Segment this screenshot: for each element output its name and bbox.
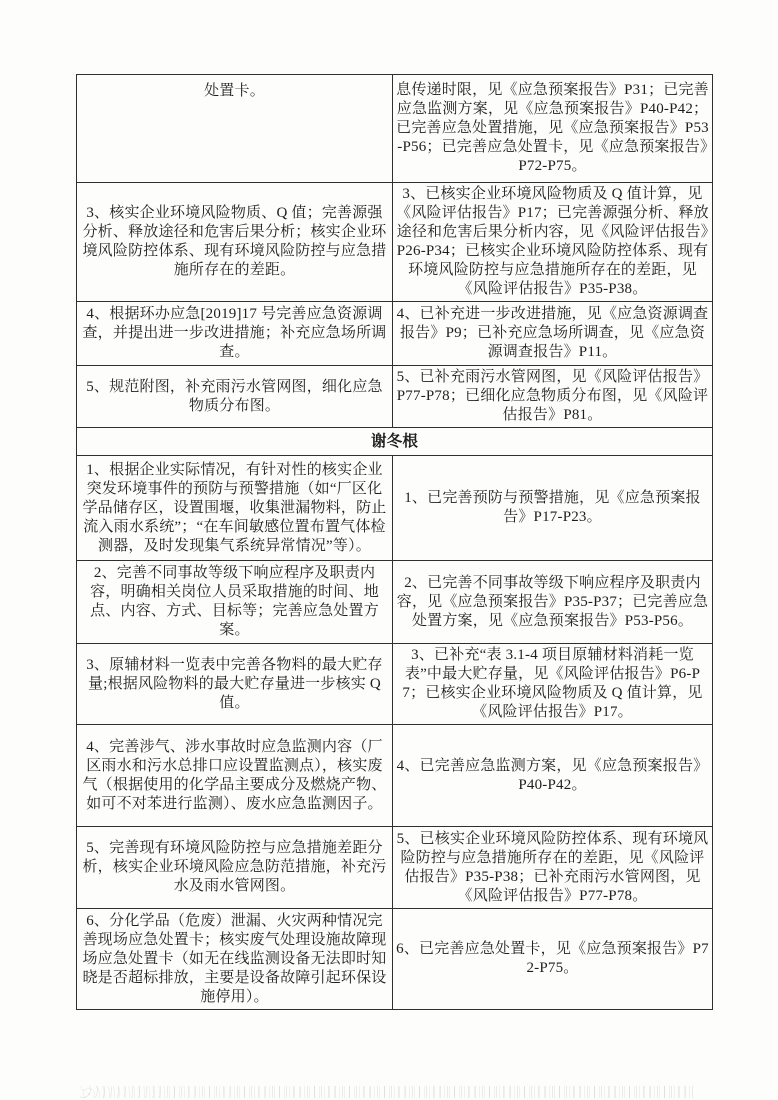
opinion-cell: 5、完善现有环境风险防控与应急措施差距分析，核实企业环境风险应急防范措施，补充污水及雨水管网图。 xyxy=(77,827,393,909)
response-cell: 5、已核实企业环境风险防控体系、现有环境风险防控与应急措施所存在的差距，见《风险评估报告》P35-P38；已补充雨污水管网图，见《风险评估报告》P77-P78。 xyxy=(393,827,713,909)
opinion-cell: 处置卡。 xyxy=(77,75,393,183)
table-row xyxy=(77,75,713,183)
table-row xyxy=(77,909,713,1010)
response-cell: 4、已补充进一步改进措施，见《应急资源调查报告》P9；已补充应急场所调查，见《应急资源调查报告》P11。 xyxy=(393,302,713,366)
table-row xyxy=(77,827,713,909)
reviewer-name-header: 谢冬根 xyxy=(77,428,713,456)
table-row xyxy=(77,561,713,644)
table-row xyxy=(77,183,713,302)
table-row xyxy=(77,456,713,561)
response-cell: 息传递时限，见《应急预案报告》P31；已完善应急监测方案，见《应急预案报告》P40-P42；已完善应急处置措施，见《应急预案报告》P53-P56；已完善应急处置卡，见《应急预案报告》P72-P75。 xyxy=(393,75,713,183)
opinion-cell: 4、根据环办应急[2019]17 号完善应急资源调查，并提出进一步改进措施；补充应急场所调查。 xyxy=(77,302,393,366)
table-row xyxy=(77,366,713,428)
response-cell: 4、已完善应急监测方案，见《应急预案报告》P40-P42。 xyxy=(393,725,713,827)
table-row xyxy=(77,725,713,827)
response-cell: 1、已完善预防与预警措施，见《应急预案报告》P17-P23。 xyxy=(393,456,713,561)
opinion-cell: 5、规范附图，补充雨污水管网图，细化应急物质分布图。 xyxy=(77,366,393,428)
response-cell: 5、已补充雨污水管网图，见《风险评估报告》P77-P78；已细化应急物质分布图，见《风险评估报告》P81。 xyxy=(393,366,713,428)
opinion-cell: 1、根据企业实际情况，有针对性的核实企业突发环境事件的预防与预警措施（如“厂区化学品储存区，设置围堰，收集泄漏物料，防止流入雨水系统”；“在车间敏感位置布置气体检测器，及时发现集气系统异常情况”等）。 xyxy=(77,456,393,561)
response-cell: 3、已核实企业环境风险物质及 Q 值计算，见《风险评估报告》P17；已完善源强分析、释放途径和危害后果分析内容，见《风险评估报告》P26-P34；已核实企业环境风险防控体系、现有环境风险防控与应急措施所存在的差距，见《风险评估报告》P35-P38。 xyxy=(393,183,713,302)
scanner-noise-band xyxy=(80,1086,694,1098)
opinion-cell: 2、完善不同事故等级下响应程序及职责内容，明确相关岗位人员采取措施的时间、地点、内容、方式、目标等；完善应急处置方案。 xyxy=(77,561,393,644)
opinion-cell: 3、原辅材料一览表中完善各物料的最大贮存量;根据风险物料的最大贮存量进一步核实 Q 值。 xyxy=(77,644,393,725)
review-comments-table xyxy=(76,74,713,1010)
response-cell: 6、已完善应急处置卡，见《应急预案报告》P72-P75。 xyxy=(393,909,713,1010)
response-cell: 2、已完善不同事故等级下响应程序及职责内容，见《应急预案报告》P35-P37；已完善应急处置方案，见《应急预案报告》P53-P56。 xyxy=(393,561,713,644)
response-cell: 3、已补充“表 3.1-4 项目原辅材料消耗一览表”中最大贮存量，见《风险评估报告》P6-P7；已核实企业环境风险物质及 Q 值计算，见《风险评估报告》P17。 xyxy=(393,644,713,725)
reviewer-header-row xyxy=(77,428,713,456)
table-row xyxy=(77,302,713,366)
opinion-cell: 3、核实企业环境风险物质、Q 值；完善源强分析、释放途径和危害后果分析；核实企业环境风险防控体系、现有环境风险防控与应急措施所存在的差距。 xyxy=(77,183,393,302)
opinion-cell: 6、分化学品（危废）泄漏、火灾两种情况完善现场应急处置卡；核实废气处理设施故障现场应急处置卡（如无在线监测设备无法即时知晓是否超标排放，主要是设备故障引起环保设施停用）。 xyxy=(77,909,393,1010)
opinion-cell: 4、完善涉气、涉水事故时应急监测内容（厂区雨水和污水总排口应设置监测点），核实废气（根据使用的化学品主要成分及燃烧产物、如可不对苯进行监测）、废水应急监测因子。 xyxy=(77,725,393,827)
table-row xyxy=(77,644,713,725)
